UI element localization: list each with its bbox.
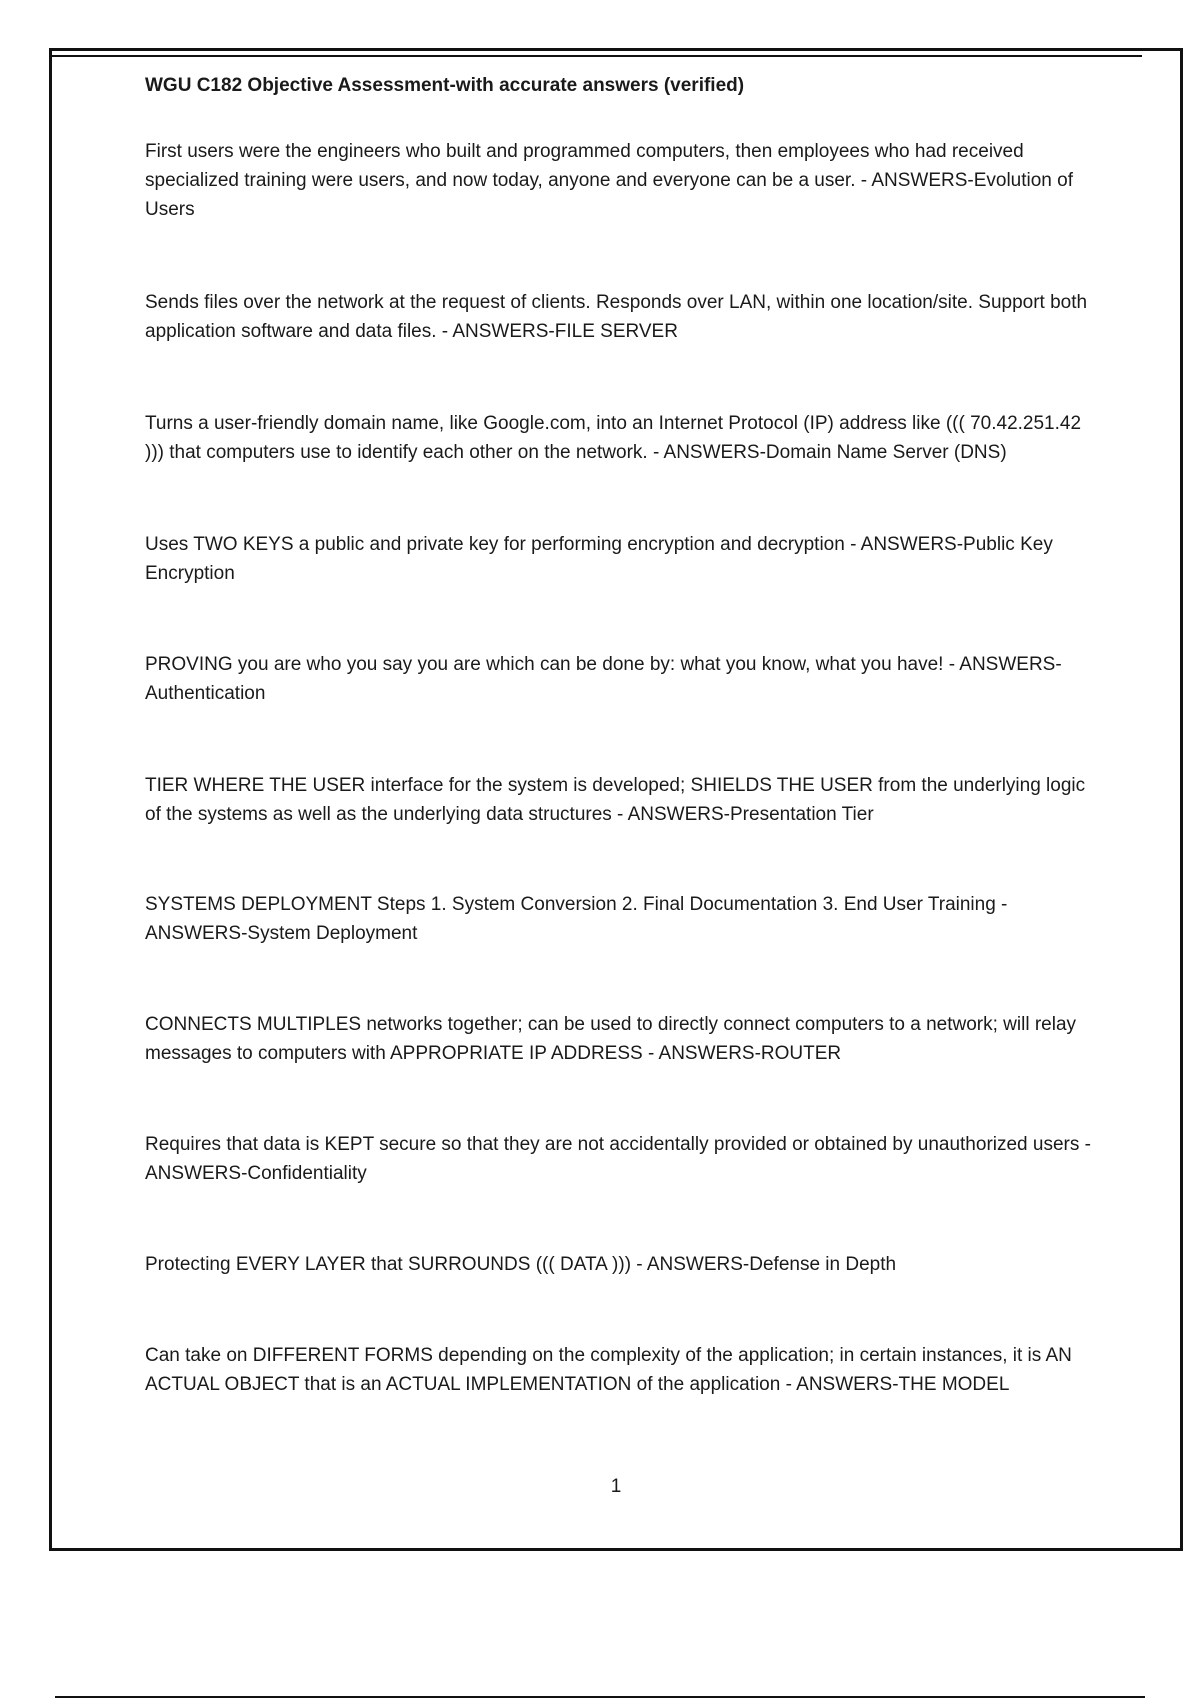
qa-item-dns: Turns a user-friendly domain name, like Google.com, into an Internet Protocol (IP) address like ((( 70.42.251.42 ))) that computers use to identify each other on the network. - ANSWERS-Domain Name Server (DNS) [145,413,1082,463]
qa-item-defense-in-depth: Protecting EVERY LAYER that SURROUNDS ((( DATA ))) - ANSWERS-Defense in Depth [145,1254,897,1275]
qa-item-router: CONNECTS MULTIPLES networks together; can be used to directly connect computers to a network; will relay messages to computers with APPROPRIATE IP ADDRESS - ANSWERS-ROUTER [145,1014,1077,1064]
qa-item-system-deployment: SYSTEMS DEPLOYMENT Steps 1. System Conversion 2. Final Documentation 3. End User Training - ANSWERS-System Deployment [145,894,1008,944]
top-divider [52,55,1142,57]
qa-item-confidentiality: Requires that data is KEPT secure so that they are not accidentally provided or obtained by unauthorized users - ANSWERS-Confidentiality [145,1134,1091,1184]
document-title: WGU C182 Objective Assessment-with accurate answers (verified) [145,75,745,96]
document-body [145,72,1095,1399]
qa-item-evolution-of-users: First users were the engineers who built and programmed computers, then employees who had received specialized training were users, and now today, anyone and everyone can be a user. - ANSWERS-Evolution of Users [145,141,1074,220]
qa-item-authentication: PROVING you are who you say you are which can be done by: what you know, what you have! - ANSWERS-Authentication [145,654,1062,704]
page-number: 1 [610,1476,622,1497]
qa-item-the-model: Can take on DIFFERENT FORMS depending on the complexity of the application; in certain instances, it is AN ACTUAL OBJECT that is an ACTUAL IMPLEMENTATION of the application - ANSWERS-THE MODEL [145,1345,1072,1395]
qa-item-file-server: Sends files over the network at the request of clients. Responds over LAN, within one location/site. Support both application software and data files. - ANSWERS-FILE SERVER [145,292,1088,342]
bottom-divider [55,1696,1145,1698]
qa-item-presentation-tier: TIER WHERE THE USER interface for the system is developed; SHIELDS THE USER from the underlying logic of the systems as well as the underlying data structures - ANSWERS-Presentation Tier [145,775,1086,825]
qa-item-public-key-encryption: Uses TWO KEYS a public and private key for performing encryption and decryption - ANSWERS-Public Key Encryption [145,534,1053,584]
